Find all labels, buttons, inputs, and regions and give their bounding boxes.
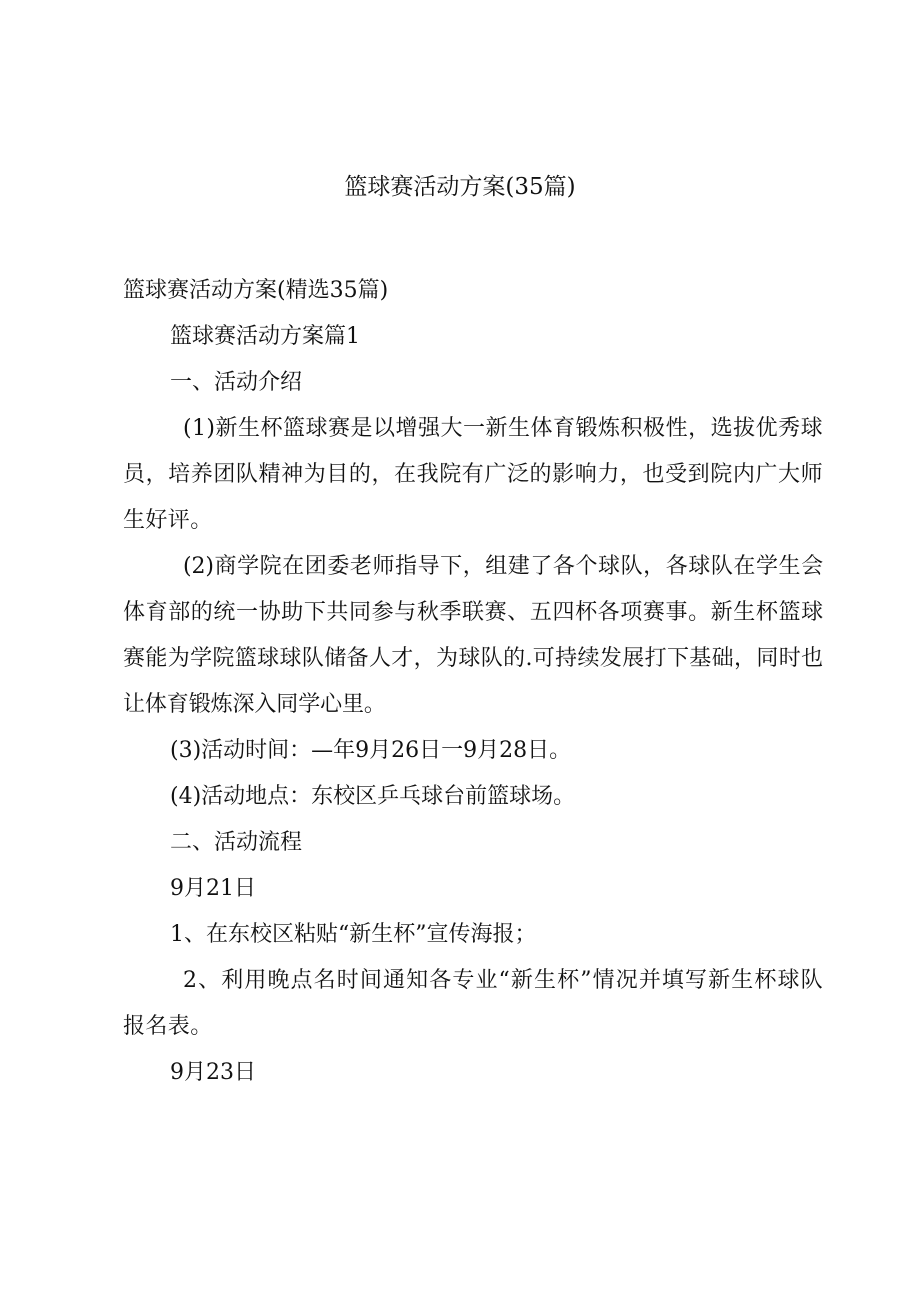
paragraph-2: (2)商学院在团委老师指导下，组建了各个球队，各球队在学生会体育部的统一协助下共同参与秋季联赛、五四杯各项赛事。新生杯篮球赛能为学院篮球球队储备人才，为球队的.可持续发展打下基础，同时也让体育锻炼深入同学心里。 — [123, 554, 823, 717]
document-body — [123, 268, 823, 1096]
document-title: 篮球赛活动方案(35篇) — [344, 174, 576, 200]
section-heading: 篮球赛活动方案篇1 — [170, 324, 360, 349]
part1-heading: 一、活动介绍 — [170, 370, 303, 395]
paragraph-1: (1)新生杯篮球赛是以增强大一新生体育锻炼积极性，选拔优秀球员，培养团队精神为目的，在我院有广泛的影响力，也受到院内广大师生好评。 — [123, 416, 823, 533]
document-subtitle: 篮球赛活动方案(精选35篇) — [123, 278, 389, 303]
paragraph-3: (3)活动时间：—年9月26日一9月28日。 — [170, 738, 572, 763]
paragraph-4: (4)活动地点：东校区乒乓球台前篮球场。 — [170, 784, 576, 809]
date-heading-2: 9月23日 — [170, 1060, 256, 1085]
date-heading-1: 9月21日 — [170, 876, 256, 901]
step-1: 1、在东校区粘贴“新生杯”宣传海报； — [170, 922, 537, 947]
step-2: 2、利用晚点名时间通知各专业“新生杯”情况并填写新生杯球队报名表。 — [123, 968, 823, 1039]
part2-heading: 二、活动流程 — [170, 830, 303, 855]
